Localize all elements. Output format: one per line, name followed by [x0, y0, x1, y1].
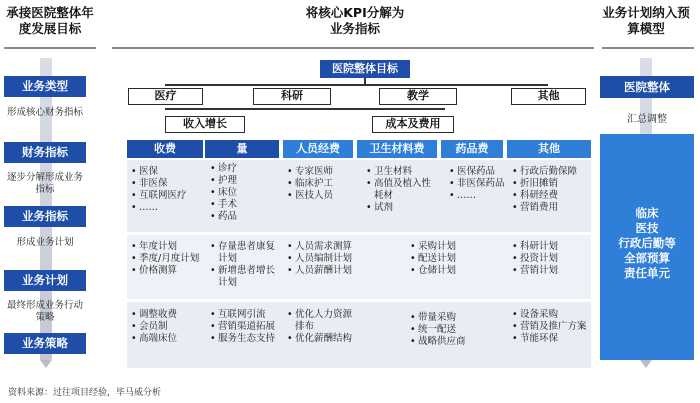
- type-medical: 医疗: [128, 88, 203, 105]
- list-item: • 存量患者康复计划: [210, 241, 282, 265]
- col4-financial-list: [449, 166, 505, 202]
- left-header: 承接医院整体年度发展目标: [6, 5, 94, 36]
- col3-business-list: [410, 241, 456, 277]
- col3-strategy-list: [410, 312, 466, 348]
- right-panel-hospital-overall: 医院整体: [600, 76, 694, 98]
- col2-financial-list: [287, 166, 333, 202]
- note-business-indicator: 逐步分解形成业务指标: [6, 172, 83, 195]
- type-teaching: 教学: [379, 88, 457, 105]
- list-item: • 医保: [131, 166, 187, 178]
- list-item: • ……: [131, 202, 187, 214]
- list-item: • 年度计划: [131, 241, 199, 253]
- stage-business-plan: 业务计划: [4, 270, 86, 291]
- list-item: • 带量采购: [410, 312, 466, 324]
- list-item: • 配送计划: [410, 253, 456, 265]
- list-item: • 会员制: [131, 321, 177, 333]
- col1-business-list: [210, 241, 282, 289]
- col-title-personnel: 人员经费: [283, 140, 353, 158]
- type-research: 科研: [253, 88, 331, 105]
- list-item: • 投资计划: [512, 253, 558, 265]
- list-item: • 营销计划: [512, 265, 558, 277]
- list-item: • 人员薪酬计划: [287, 265, 352, 277]
- header-underline-right: [602, 47, 694, 49]
- list-item: • 新增患者增长计划: [210, 265, 282, 289]
- note-business-plan: 形成业务计划: [16, 237, 74, 248]
- list-item: • 互联网引流: [210, 309, 275, 321]
- list-item: • 医保药品: [449, 166, 505, 178]
- col5-financial-list: [512, 166, 577, 214]
- list-item: • 人员编制计划: [287, 253, 352, 265]
- col-title-other: 其他: [507, 140, 591, 158]
- stage-business-indicator: 业务指标: [4, 206, 86, 227]
- col-title-fee: 收费: [127, 140, 203, 158]
- list-item: • 折旧摊销: [512, 178, 577, 190]
- list-item: • 采购计划: [410, 241, 456, 253]
- col1-financial-list: [210, 163, 237, 223]
- list-item: • 科研经费: [512, 190, 577, 202]
- list-item: • 季度/月度计划: [131, 253, 199, 265]
- hospital-overall-goal: 医院整体目标: [320, 60, 410, 78]
- list-item: • 调整收费: [131, 309, 177, 321]
- col-title-drugs: 药品费: [441, 140, 503, 158]
- source-note: 资料来源：过往项目经验，毕马威分析: [8, 388, 162, 398]
- list-item: • 床位: [210, 187, 237, 199]
- stage-business-type: 业务类型: [4, 76, 86, 97]
- col0-business-list: [131, 241, 199, 277]
- header-underline-middle: [112, 47, 594, 49]
- right-panel-summary-adjust: 汇总调整: [627, 114, 667, 125]
- list-item: • 专家医师: [287, 166, 333, 178]
- list-item: • 人员需求测算: [287, 241, 352, 253]
- list-item: • ……: [449, 190, 505, 202]
- middle-header: 将核心KPI分解为业务指标: [305, 5, 405, 36]
- header-underline-left: [4, 47, 96, 49]
- list-item: • 营销及推广方案: [512, 321, 587, 333]
- list-item: • 药品: [210, 211, 237, 223]
- list-item: • 医技人员: [287, 190, 333, 202]
- left-flow-arrow-head: [40, 360, 52, 368]
- list-item: • 护理: [210, 175, 237, 187]
- col0-financial-list: [131, 166, 187, 214]
- list-item: • 卫生材料: [366, 166, 436, 178]
- right-panel-line: 行政后勤等: [618, 236, 676, 250]
- note-strategy: 最终形成业务行动策略: [6, 300, 83, 323]
- col2-strategy-list: [287, 309, 359, 345]
- group-revenue-growth: 收入增长: [165, 116, 245, 133]
- right-panel-line: 全部预算: [624, 251, 670, 265]
- type-other: 其他: [511, 88, 586, 105]
- list-item: • 高值及植入性耗材: [366, 178, 436, 202]
- list-item: • 仓储计划: [410, 265, 456, 277]
- list-item: • 服务生态支持: [210, 333, 275, 345]
- list-item: • 非医保: [131, 178, 187, 190]
- group-cost-expense: 成本及费用: [372, 116, 454, 133]
- col2-business-list: [287, 241, 352, 277]
- list-item: • 优化人力资源排布: [287, 309, 359, 333]
- right-panel-line: 医技: [635, 221, 659, 235]
- list-item: • 非医保药品: [449, 178, 505, 190]
- col0-strategy-list: [131, 309, 177, 345]
- list-item: • 营销渠道拓展: [210, 321, 275, 333]
- list-item: • 试剂: [366, 202, 436, 214]
- list-item: • 营销费用: [512, 202, 577, 214]
- stage-financial-indicator: 财务指标: [4, 142, 86, 163]
- connector-types-h: [165, 84, 548, 86]
- stage-business-strategy: 业务策略: [4, 333, 86, 354]
- list-item: • 节能环保: [512, 333, 587, 345]
- right-panel-line: 责任单元: [624, 266, 670, 280]
- list-item: • 统一配送: [410, 324, 466, 336]
- list-item: • 临床护工: [287, 178, 333, 190]
- col5-strategy-list: [512, 309, 587, 345]
- right-header: 业务计划纳入预算模型: [602, 5, 690, 36]
- connector-groups-h: [165, 108, 445, 110]
- list-item: • 诊疗: [210, 163, 237, 175]
- col-title-volume: 量: [205, 140, 279, 158]
- list-item: • 科研计划: [512, 241, 558, 253]
- list-item: • 行政后勤保障: [512, 166, 577, 178]
- note-financial: 形成核心财务指标: [6, 107, 83, 118]
- col3-financial-list: [366, 166, 436, 214]
- right-panel-line: 临床: [635, 206, 659, 220]
- col5-business-list: [512, 241, 558, 277]
- right-panel-budget-units: [600, 134, 694, 360]
- list-item: • 价格测算: [131, 265, 199, 277]
- list-item: • 高端床位: [131, 333, 177, 345]
- list-item: • 战略供应商: [410, 336, 466, 348]
- list-item: • 互联网医疗: [131, 190, 187, 202]
- list-item: • 手术: [210, 199, 237, 211]
- col-title-materials: 卫生材料费: [357, 140, 437, 158]
- col1-strategy-list: [210, 309, 275, 345]
- list-item: • 设备采购: [512, 309, 587, 321]
- list-item: • 优化薪酬结构: [287, 333, 359, 345]
- right-flow-arrow-head: [640, 360, 652, 368]
